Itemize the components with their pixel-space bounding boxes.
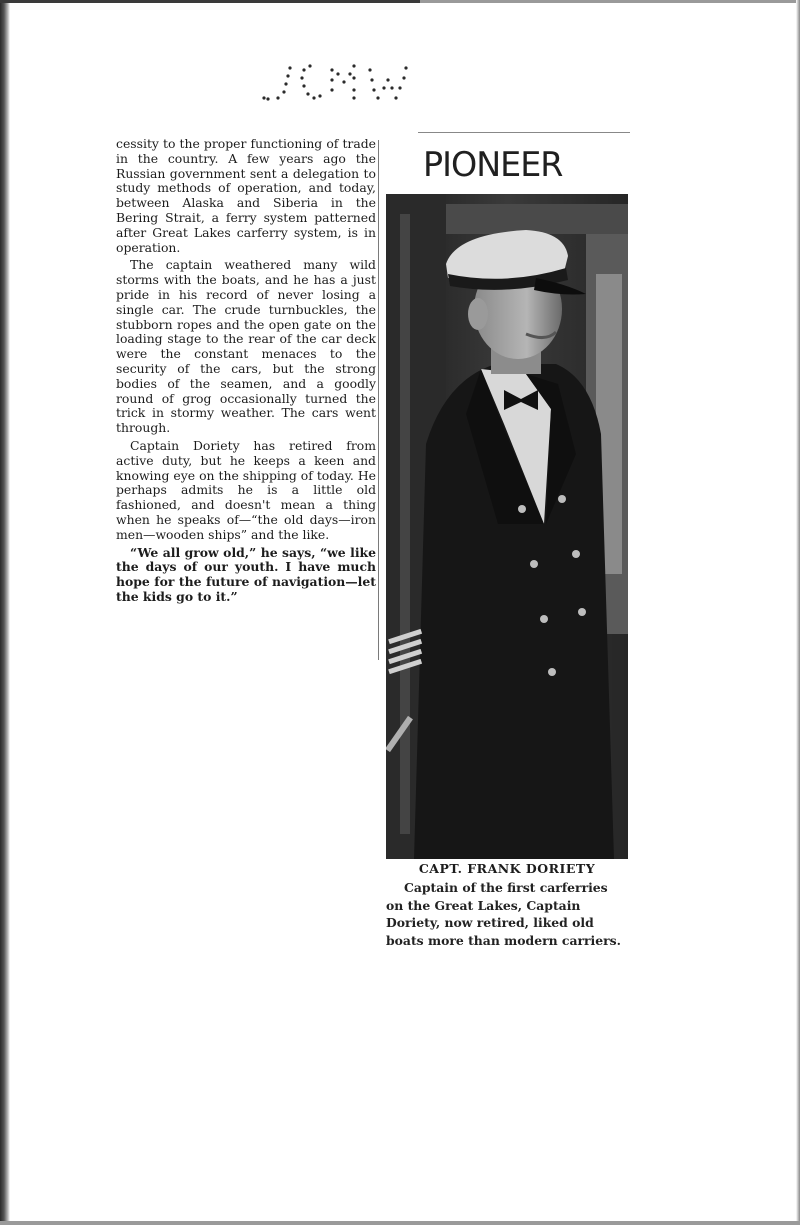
- headline-top-rule: [418, 132, 630, 133]
- scan-right-edge: [796, 0, 800, 1225]
- article-paragraph-3: Captain Doriety has retired from active duty, but he keeps a keen and knowing eye on the shipping of today. He perhaps admits he is a little old fashioned, and doesn't mean a thing when he speaks of—“the old days—iron men—wooden ships” and the like.: [116, 437, 376, 542]
- caption-line-2: on the Great Lakes, Captain: [386, 897, 581, 913]
- perforation-stamp: [258, 58, 418, 104]
- scan-left-edge: [0, 0, 10, 1225]
- caption-line-4: boats more than modern carriers.: [386, 932, 621, 948]
- scan-top-edge-dark: [0, 0, 420, 3]
- column-rule: [378, 140, 379, 660]
- headline-pioneer: PIONEER: [423, 145, 563, 185]
- caption-line-3: Doriety, now retired, liked old: [386, 915, 594, 931]
- caption-line-1: Captain of the first carferries: [404, 880, 608, 895]
- captain-photo: [386, 194, 628, 859]
- article-column: [116, 137, 376, 608]
- photo-caption-body: [386, 879, 632, 949]
- article-paragraph-2: The captain weathered many wild storms with the boats, and he has a just pride in his record of never losing a single car. The crude turnbuckles, the stubborn ropes and the open gate on the loading stage to the rear of the car deck were the constant menaces to the security of the cars, but the strong bodies of the seamen, and a goodly round of grog occasionally turned the trick in stormy weather. The cars went through.: [116, 257, 376, 436]
- article-paragraph-4: “We all grow old,” he says, “we like the days of our youth. I have much hope for the future of navigation—let the kids go to it.”: [116, 544, 376, 604]
- captain-photo-illustration: [386, 194, 628, 859]
- article-paragraph-1: cessity to the proper functioning of trade in the country. A few years ago the Russian government sent a delegation to study methods of operation, and today, between Alaska and Siberia in the Bering Strait, a ferry system patterned after Great Lakes carferry system, is in operation.: [116, 136, 376, 255]
- scan-bottom-edge: [0, 1221, 800, 1225]
- photo-caption-title: CAPT. FRANK DORIETY: [418, 861, 596, 876]
